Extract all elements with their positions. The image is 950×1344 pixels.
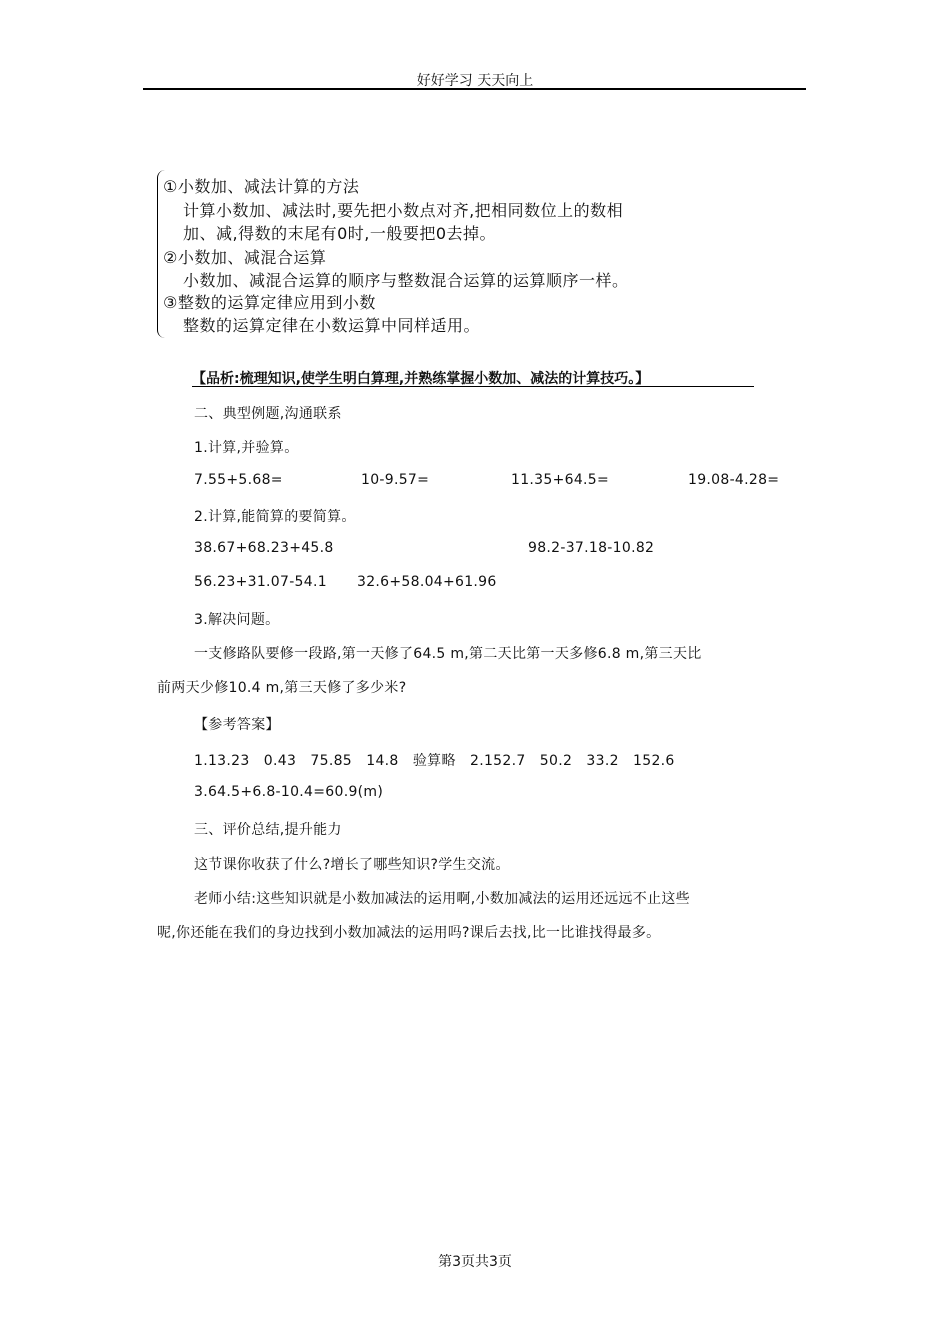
answers-line: 3.64.5+6.8-10.4=60.9(m) xyxy=(194,784,384,800)
section3-heading: 三、评价总结,提升能力 xyxy=(194,822,342,838)
summary-item2-title: ②小数加、减混合运算 xyxy=(163,248,327,267)
analysis-note: 【品析:梳理知识,使学生明白算理,并熟练掌握小数加、减法的计算技巧。】 xyxy=(192,371,650,387)
section2-heading: 二、典型例题,沟通联系 xyxy=(194,406,342,422)
header-rule xyxy=(143,88,806,90)
summary-item1-title: ①小数加、减法计算的方法 xyxy=(163,177,360,196)
section3-paragraph: 这节课你收获了什么?增长了哪些知识?学生交流。 xyxy=(194,857,510,873)
summary-item3-body: 整数的运算定律在小数运算中同样适用。 xyxy=(183,316,481,335)
question2-item: 56.23+31.07-54.1 xyxy=(194,574,327,590)
question2-item: 38.67+68.23+45.8 xyxy=(194,540,334,556)
question2-item: 32.6+58.04+61.96 xyxy=(357,574,497,590)
answers-line: 1.13.23 0.43 75.85 14.8 验算略 2.152.7 50.2 33.2 152.6 xyxy=(194,753,675,769)
summary-item1-body: 计算小数加、减法时,要先把小数点对齐,把相同数位上的数相 xyxy=(183,201,624,220)
question1-title: 1.计算,并验算。 xyxy=(194,440,299,456)
question1-item: 7.55+5.68= xyxy=(194,472,283,488)
summary-item2-body: 小数加、减混合运算的顺序与整数混合运算的运算顺序一样。 xyxy=(183,271,629,290)
summary-item3-title: ③整数的运算定律应用到小数 xyxy=(163,293,376,312)
question1-item: 19.08-4.28= xyxy=(688,472,780,488)
answers-title: 【参考答案】 xyxy=(194,717,280,733)
question3-title: 3.解决问题。 xyxy=(194,612,280,628)
question1-item: 11.35+64.5= xyxy=(511,472,610,488)
page-header: 好好学习 天天向上 xyxy=(416,73,534,89)
question2-item: 98.2-37.18-10.82 xyxy=(528,540,655,556)
question3-text: 前两天少修10.4 m,第三天修了多少米? xyxy=(157,680,407,696)
page-footer: 第3页共3页 xyxy=(438,1254,512,1270)
question1-item: 10-9.57= xyxy=(361,472,430,488)
section3-paragraph: 呢,你还能在我们的身边找到小数加减法的运用吗?课后去找,比一比谁找得最多。 xyxy=(157,925,661,941)
summary-item1-body: 加、减,得数的末尾有0时,一般要把0去掉。 xyxy=(183,224,497,243)
section3-paragraph: 老师小结:这些知识就是小数加减法的运用啊,小数加减法的运用还远远不止这些 xyxy=(194,891,690,907)
question3-text: 一支修路队要修一段路,第一天修了64.5 m,第二天比第一天多修6.8 m,第三天比 xyxy=(194,646,702,662)
question2-title: 2.计算,能简算的要简算。 xyxy=(194,509,356,525)
analysis-underline xyxy=(192,386,754,387)
